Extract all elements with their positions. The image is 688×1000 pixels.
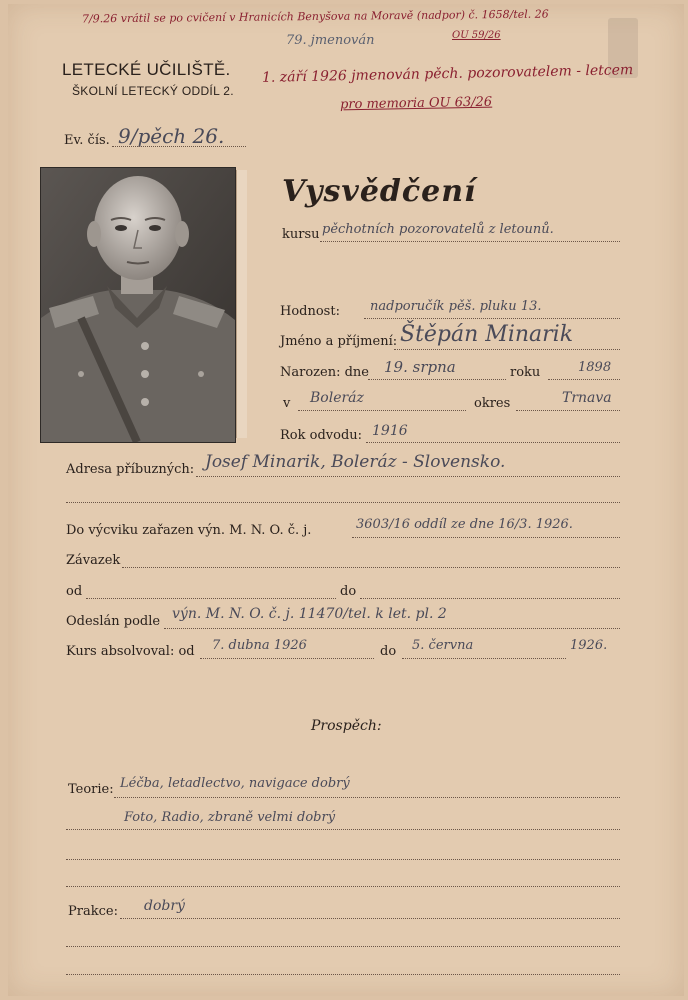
red-memoria-note: pro memoria OU 63/26 [339,94,493,113]
ev-number-label: Ev. čís. [64,133,110,148]
pencil-note-jmenovan: 79. jmenován [286,33,375,48]
jmeno-label: Jméno a příjmení: [280,334,398,349]
portrait-photo-drawing [41,168,235,442]
zavazek-label: Závazek [66,553,121,568]
prakce-value: dobrý [144,898,185,914]
top-annotation-line: 7/9.26 vrátil se po cvičení v Hranicích Benyšova na Moravě (nadpor) č. 1658/tel. 26 [81,7,549,26]
adresa-label: Adresa příbuzných: [66,462,195,477]
school-name: LETECKÉ UČILIŠTĚ. [62,60,231,79]
red-appointment-note: 1. září 1926 jmenován pěch. pozorovatelem - letcem [261,62,634,86]
prospech-heading: Prospěch: [311,718,382,734]
adresa-line [196,476,620,477]
kursu-value: pěchotních pozorovatelů z letounů. [322,222,554,237]
odvod-label: Rok odvodu: [280,428,363,443]
prakce-label: Prakce: [68,904,118,919]
teorie-value-2: Foto, Radio, zbraně velmi dobrý [124,810,336,825]
vycvik-line [352,537,620,538]
kurs-to-line [402,658,566,659]
odeslan-line [164,628,620,629]
roku-label: roku [510,365,541,380]
certificate-sheet [8,4,684,996]
misto-value: Boleráz [310,390,364,406]
jmeno-line [394,349,620,350]
certificate-title: Vysvědčení [282,174,477,209]
teorie-line-2 [66,829,620,830]
teorie-line-4 [66,886,620,887]
portrait-photo [40,167,236,443]
teorie-value-1: Léčba, letadlectvo, navigace dobrý [120,776,350,791]
odvod-line [366,442,620,443]
adresa-line-2 [66,502,620,503]
odeslan-value: výn. M. N. O. č. j. 11470/tel. k let. pl. 2 [172,606,447,622]
photo-mount-edge [236,170,247,438]
zavazek-od-label: od [66,584,83,599]
misto-label: v [283,396,291,411]
roku-value: 1898 [578,360,612,375]
teorie-label: Teorie: [68,782,114,797]
kurs-to-value: 5. června [412,638,474,653]
zavazek-do-line [360,598,620,599]
narozen-day: 19. srpna [384,358,456,376]
zavazek-do-label: do [340,584,357,599]
top-reference-number: OU 59/26 [452,30,501,41]
kurs-do-label: do [380,644,397,659]
zavazek-line [122,567,620,568]
odvod-value: 1916 [372,423,408,439]
zavazek-od-line [86,598,336,599]
ev-number-value: 9/pěch 26. [118,124,225,148]
misto-line [298,410,466,411]
teorie-line-3 [66,859,620,860]
kurs-from-line [200,658,374,659]
okres-line [516,410,620,411]
okres-value: Trnava [562,390,612,406]
kurs-label: Kurs absolvoval: od [66,644,195,659]
roku-line [548,379,620,380]
kursu-line [320,241,620,242]
vycvik-label: Do výcviku zařazen výn. M. N. O. č. j. [66,523,312,538]
adresa-value: Josef Minarik, Boleráz - Slovensko. [205,452,506,472]
jmeno-value: Štěpán Minarik [400,322,574,347]
prakce-line-3 [66,974,620,975]
prakce-line-1 [120,918,620,919]
odeslan-label: Odeslán podle [66,614,161,629]
vycvik-value: 3603/16 oddíl ze dne 16/3. 1926. [356,517,573,532]
kurs-from-value: 7. dubna 1926 [212,638,307,653]
school-unit: ŠKOLNÍ LETECKÝ ODDÍL 2. [72,84,234,98]
narozen-label: Narozen: dne [280,365,369,380]
teorie-line-1 [114,797,620,798]
narozen-line [368,379,506,380]
ev-number-line [112,146,246,147]
kursu-label: kursu [282,227,320,242]
hodnost-line [364,318,620,319]
hodnost-label: Hodnost: [280,304,340,319]
hodnost-value: nadporučík pěš. pluku 13. [370,299,542,314]
kurs-year-value: 1926. [570,638,608,653]
okres-label: okres [474,396,511,411]
prakce-line-2 [66,946,620,947]
